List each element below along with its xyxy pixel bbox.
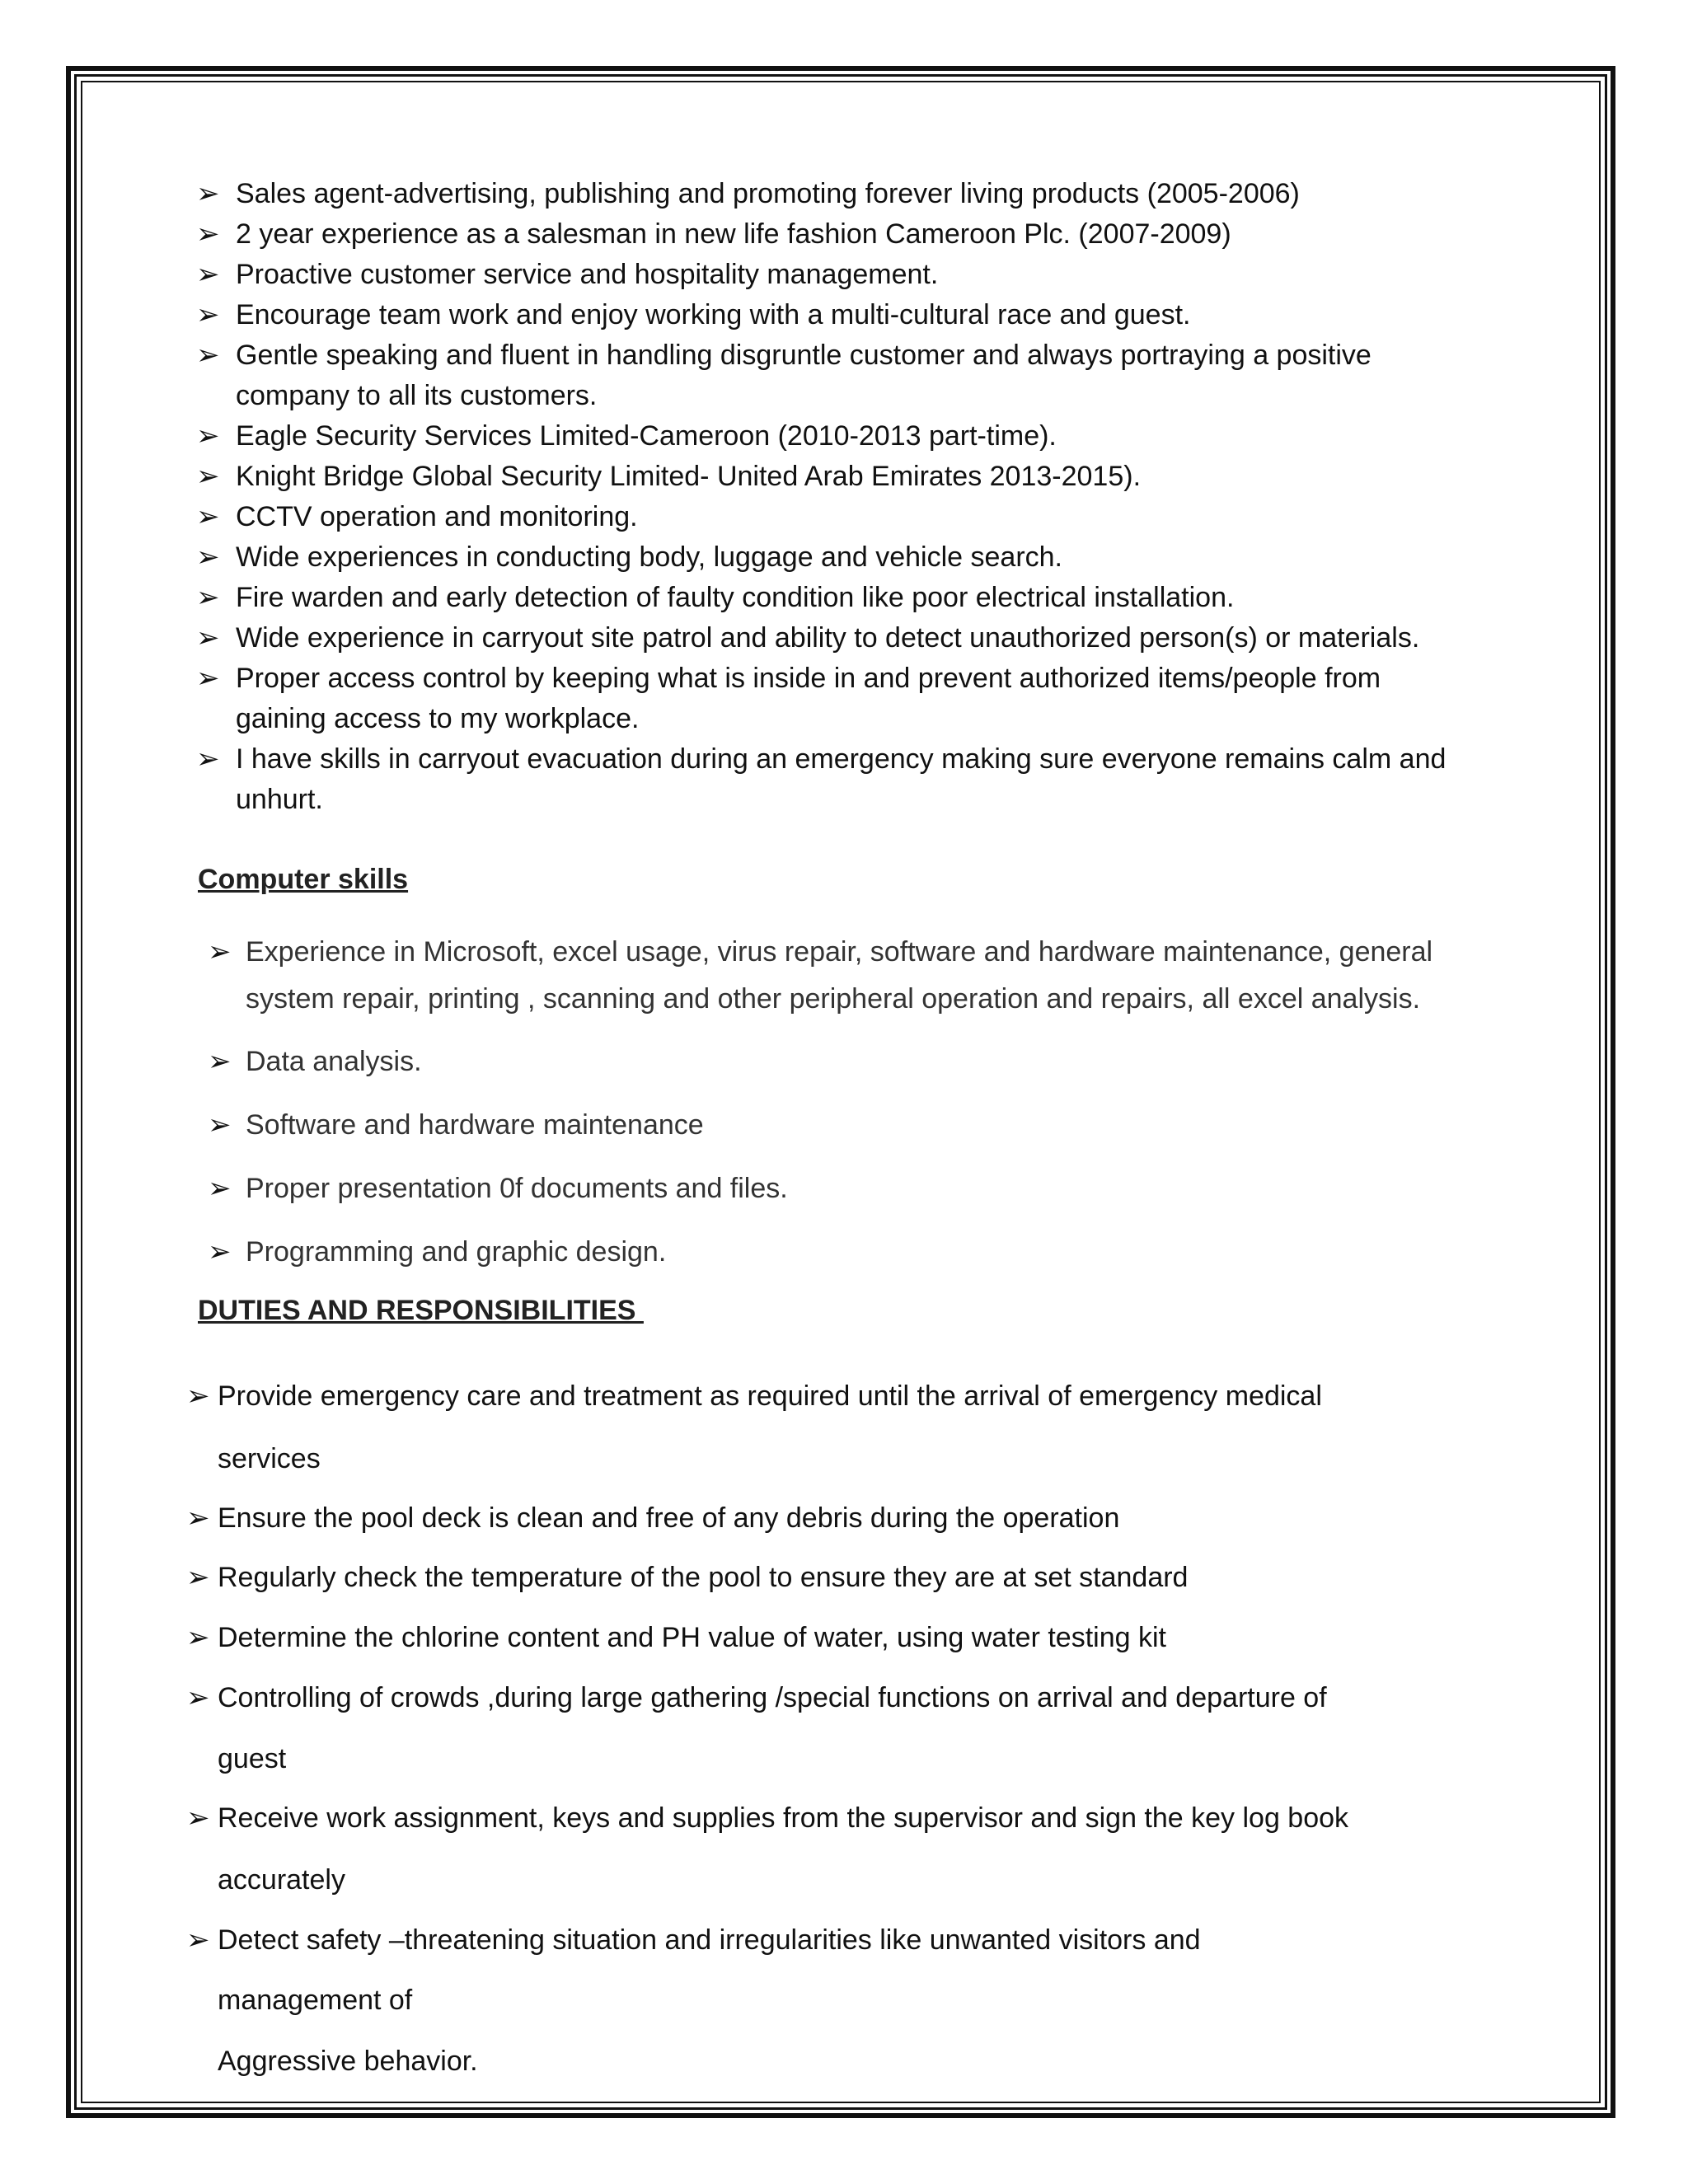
bullet-arrow-icon: ➢ bbox=[196, 420, 220, 452]
duty-item-continuation: management of bbox=[218, 1985, 413, 2016]
experience-item: Proper access control by keeping what is inside in and prevent authorized items/people from bbox=[236, 663, 1381, 694]
bullet-arrow-icon: ➢ bbox=[186, 1682, 210, 1713]
duty-item: Regularly check the temperature of the pool to ensure they are at set standard bbox=[218, 1562, 1189, 1593]
duty-item-continuation: accurately bbox=[218, 1864, 345, 1896]
experience-item: Sales agent-advertising, publishing and promoting forever living products (2005-2006) bbox=[236, 178, 1300, 209]
bullet-arrow-icon: ➢ bbox=[196, 461, 220, 492]
duty-item: Receive work assignment, keys and supplies from the supervisor and sign the key log book bbox=[218, 1802, 1349, 1834]
skill-item: Proper presentation 0f documents and files. bbox=[246, 1173, 788, 1204]
bullet-arrow-icon: ➢ bbox=[196, 259, 220, 290]
bullet-arrow-icon: ➢ bbox=[208, 1046, 232, 1077]
experience-item: Wide experience in carryout site patrol and ability to detect unauthorized person(s) or materials. bbox=[236, 622, 1420, 654]
computer-skills-heading: Computer skills bbox=[198, 864, 409, 895]
bullet-arrow-icon: ➢ bbox=[186, 1622, 210, 1653]
bullet-arrow-icon: ➢ bbox=[196, 501, 220, 532]
experience-item: Knight Bridge Global Security Limited- United Arab Emirates 2013-2015). bbox=[236, 461, 1142, 492]
duty-item: Controlling of crowds ,during large gathering /special functions on arrival and departure of bbox=[218, 1682, 1327, 1713]
bullet-arrow-icon: ➢ bbox=[196, 178, 220, 209]
bullet-arrow-icon: ➢ bbox=[186, 1502, 210, 1534]
experience-item: Proactive customer service and hospitality management. bbox=[236, 259, 939, 290]
duty-item-continuation: Aggressive behavior. bbox=[218, 2046, 478, 2077]
bullet-arrow-icon: ➢ bbox=[196, 218, 220, 250]
bullet-arrow-icon: ➢ bbox=[196, 663, 220, 694]
duty-item: Provide emergency care and treatment as required until the arrival of emergency medical bbox=[218, 1380, 1322, 1412]
bullet-arrow-icon: ➢ bbox=[196, 340, 220, 371]
bullet-arrow-icon: ➢ bbox=[186, 1802, 210, 1834]
skill-item: Software and hardware maintenance bbox=[246, 1109, 704, 1141]
bullet-arrow-icon: ➢ bbox=[196, 582, 220, 613]
bullet-arrow-icon: ➢ bbox=[196, 743, 220, 775]
bullet-arrow-icon: ➢ bbox=[208, 936, 232, 968]
skill-item: Programming and graphic design. bbox=[246, 1236, 667, 1268]
experience-item: I have skills in carryout evacuation during an emergency making sure everyone remains calm and bbox=[236, 743, 1447, 775]
experience-item-continuation: company to all its customers. bbox=[236, 380, 598, 411]
experience-item: 2 year experience as a salesman in new life fashion Cameroon Plc. (2007-2009) bbox=[236, 218, 1231, 250]
bullet-arrow-icon: ➢ bbox=[196, 622, 220, 654]
experience-item: Fire warden and early detection of faulty condition like poor electrical installation. bbox=[236, 582, 1235, 613]
experience-item: Encourage team work and enjoy working with a multi-cultural race and guest. bbox=[236, 299, 1191, 330]
experience-item: Wide experiences in conducting body, luggage and vehicle search. bbox=[236, 541, 1062, 573]
bullet-arrow-icon: ➢ bbox=[186, 1562, 210, 1593]
skill-item-continuation: system repair, printing , scanning and other peripheral operation and repairs, all excel analysis. bbox=[246, 983, 1421, 1015]
bullet-arrow-icon: ➢ bbox=[196, 299, 220, 330]
experience-item: Eagle Security Services Limited-Cameroon (2010-2013 part-time). bbox=[236, 420, 1057, 452]
duty-item: Ensure the pool deck is clean and free of any debris during the operation bbox=[218, 1502, 1120, 1534]
experience-item-continuation: unhurt. bbox=[236, 784, 323, 815]
duty-item: Detect safety –threatening situation and irregularities like unwanted visitors and bbox=[218, 1924, 1201, 1956]
experience-item-continuation: gaining access to my workplace. bbox=[236, 703, 640, 734]
duty-item: Determine the chlorine content and PH value of water, using water testing kit bbox=[218, 1622, 1166, 1653]
experience-item: Gentle speaking and fluent in handling disgruntle customer and always portraying a positive bbox=[236, 340, 1372, 371]
duties-heading: DUTIES AND RESPONSIBILITIES bbox=[198, 1295, 644, 1326]
bullet-arrow-icon: ➢ bbox=[208, 1236, 232, 1268]
bullet-arrow-icon: ➢ bbox=[196, 541, 220, 573]
experience-item: CCTV operation and monitoring. bbox=[236, 501, 638, 532]
skill-item: Experience in Microsoft, excel usage, virus repair, software and hardware maintenance, general bbox=[246, 936, 1433, 968]
duty-item-continuation: guest bbox=[218, 1743, 287, 1774]
skill-item: Data analysis. bbox=[246, 1046, 422, 1077]
bullet-arrow-icon: ➢ bbox=[208, 1173, 232, 1204]
bullet-arrow-icon: ➢ bbox=[186, 1380, 210, 1412]
duty-item-continuation: services bbox=[218, 1443, 321, 1474]
bullet-arrow-icon: ➢ bbox=[208, 1109, 232, 1141]
bullet-arrow-icon: ➢ bbox=[186, 1924, 210, 1956]
